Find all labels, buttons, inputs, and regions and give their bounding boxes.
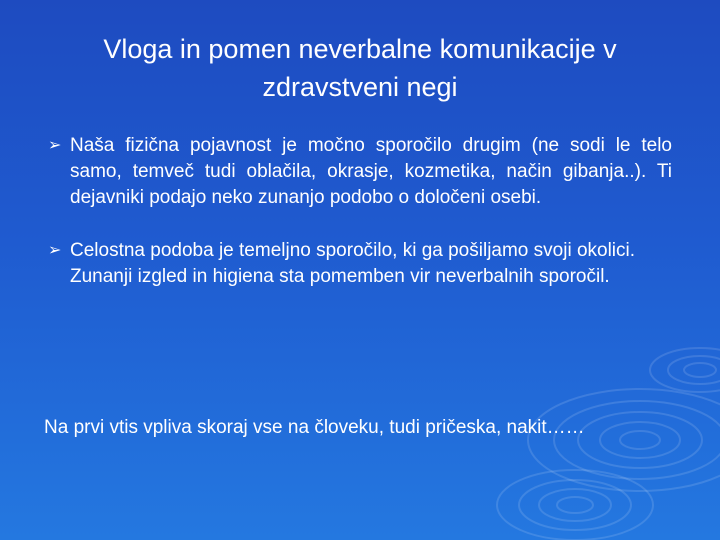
slide-title: Vloga in pomen neverbalne komunikacije v zdravstveni negi xyxy=(103,34,617,102)
bullet-item xyxy=(48,238,672,290)
closing-note: Na prvi vtis vpliva skoraj vse na človeku, tudi pričeska, nakit…… xyxy=(44,417,585,438)
bullet-text: Naša fizična pojavnost je močno sporočilo drugim (ne sodi le telo samo, temveč tudi oblačila, okrasje, kozmetika, način gibanja..). Ti dejavniki podajo neko zunanjo podobo o določeni osebi. xyxy=(70,135,672,208)
arrowhead-bullet-icon: ➢ xyxy=(48,137,62,154)
bullet-text: Celostna podoba je temeljno sporočilo, ki ga pošiljamo svoji okolici. Zunanji izgled in higiena sta pomemben vir neverbalnih sporočil. xyxy=(70,240,636,287)
bullet-item xyxy=(48,133,672,211)
arrowhead-bullet-icon: ➢ xyxy=(48,242,62,259)
bullet-list xyxy=(48,133,672,317)
